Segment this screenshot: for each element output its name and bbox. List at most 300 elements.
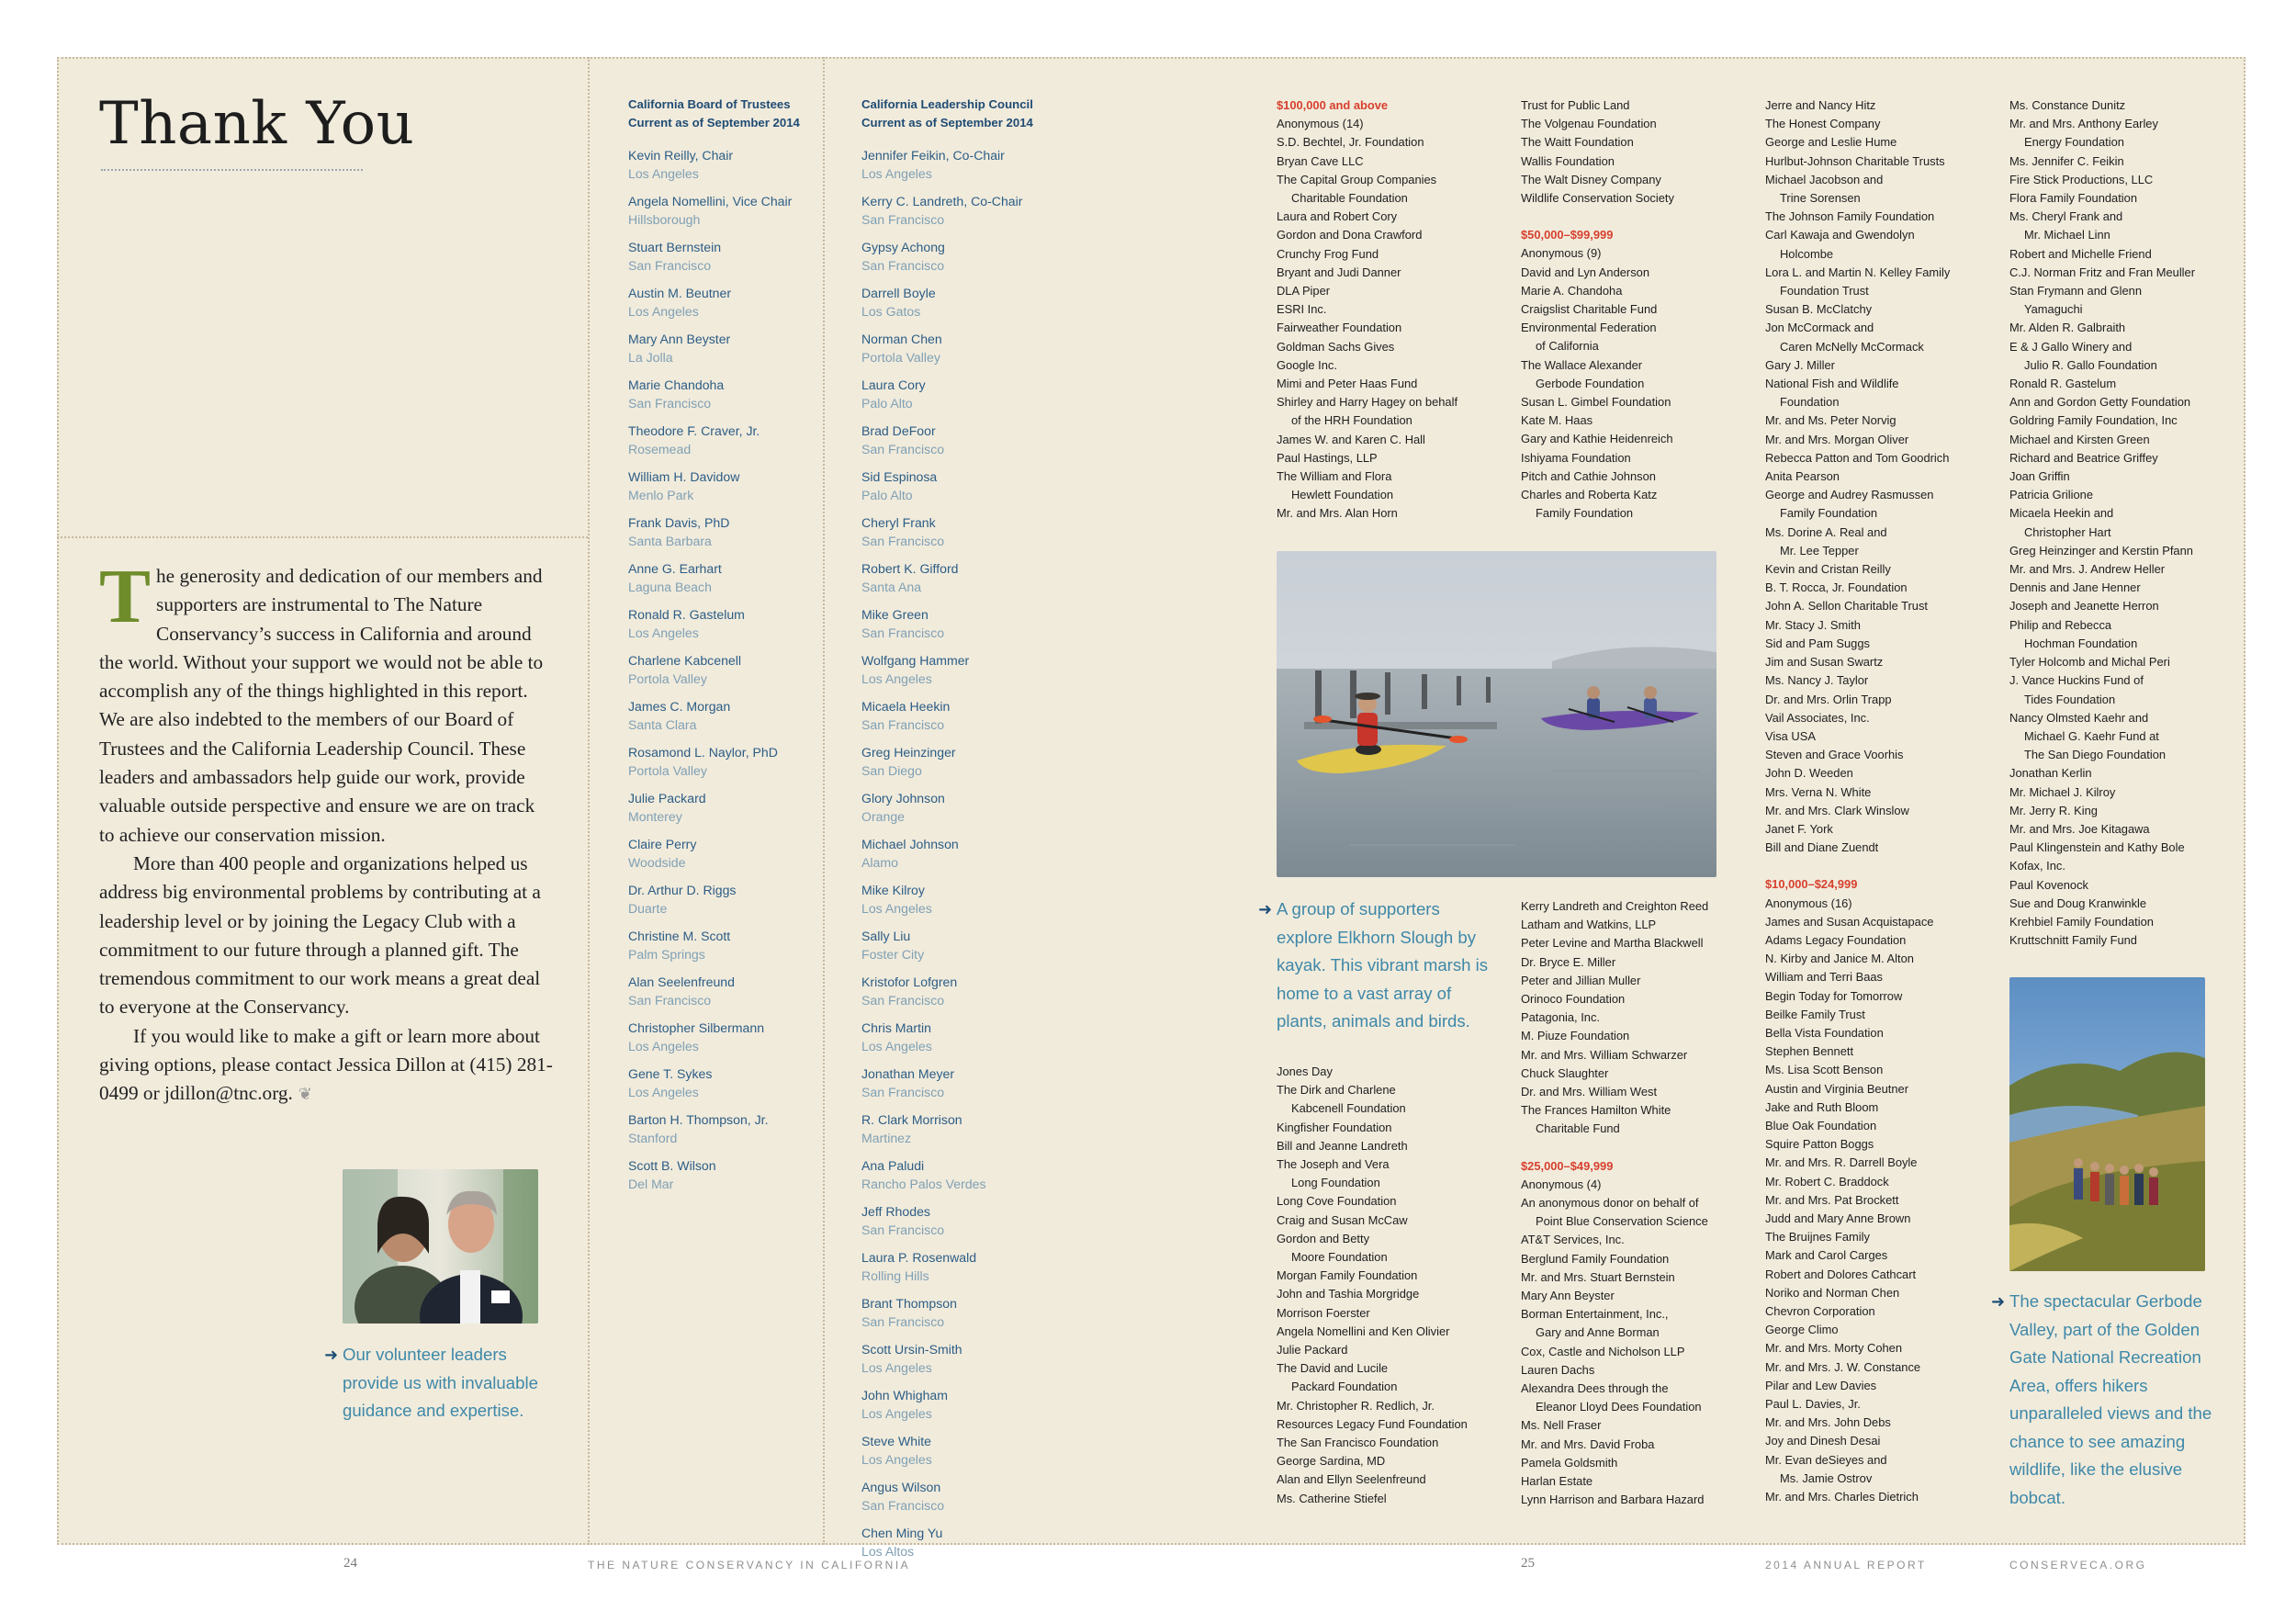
member-name: Chris Martin [861,1020,931,1035]
donor-name: E & J Gallo Winery and [2009,339,2133,354]
section-divider [57,536,588,538]
donor-name: George and Audrey Rasmussen [1765,488,1934,502]
member-name: Stuart Bernstein [628,240,722,254]
donor-name: George Climo [1765,1323,1839,1337]
donor-name: Anonymous (4) [1521,1177,1602,1191]
donor-name: Noriko and Norman Chen [1765,1285,1900,1300]
donor-name-continued: Hochman Foundation [2024,636,2138,650]
donor-name-continued: Mr. Michael Linn [2024,228,2110,242]
donor-name: Robert and Michelle Friend [2009,246,2152,261]
roster-member [628,697,812,734]
roster-member [861,1386,1064,1423]
donor-name: Ms. Cheryl Frank and [2009,209,2123,224]
donor-name: The Bruijnes Family [1765,1230,1870,1245]
roster-member [861,1524,1064,1560]
member-name: R. Clark Morrison [861,1112,962,1127]
donor-name: Sid and Pam Suggs [1765,636,1870,650]
caption-text: Our volunteer leaders provide us with invaluable guidance and expertise. [343,1345,538,1420]
donor-name: Mrs. Verna N. White [1765,784,1872,799]
roster-member [861,789,1064,826]
roster-member [628,605,812,642]
donor-name: Shirley and Harry Hagey on behalf [1277,395,1458,410]
roster-member [861,1478,1064,1515]
member-city: Los Angeles [861,1406,932,1421]
donor-name: Dr. and Mrs. Orlin Trapp [1765,692,1892,706]
donor-name: Bill and Jeanne Landreth [1277,1138,1408,1153]
donor-name: Lauren Dachs [1521,1362,1595,1377]
donor-name: Nancy Olmsted Kaehr and [2009,710,2149,725]
member-name: Jeff Rhodes [861,1204,930,1219]
spacer [1521,1139,1760,1157]
member-city: Santa Ana [861,580,922,594]
donor-name-continued: Moore Foundation [1291,1250,1388,1265]
donor-name: Alan and Ellyn Seelenfreund [1277,1472,1426,1487]
member-name: Kristofor Lofgren [861,974,958,989]
intro-paragraph-text: he generosity and dedication of our members and supporters are instrumental to The Nature Conservancy’s success in California and around the world. Without your support we would not be able to accomplish any of the things highlighted in this report. We are also indebted to the members of our Board of Trustees and the California Leadership Council. These leaders and ambassadors help guide our work, provide valuable outside perspective and ensure we are on track to achieve our conservation mission. [99,565,544,846]
donor-name: Ms. Nancy J. Taylor [1765,673,1869,688]
member-name: Mike Kilroy [861,883,925,897]
member-name: Greg Heinzinger [861,745,956,760]
board-of-trustees-list [628,96,812,1202]
intro-paragraph [99,1022,553,1110]
donor-name: Marie A. Chandoha [1521,283,1623,298]
roster-heading [861,96,1064,131]
roster-member [861,146,1064,183]
donor-name-continued: Family Foundation [1536,506,1634,521]
member-city: San Francisco [861,1222,945,1237]
caption-text: The spectacular Gerbode Valley, part of the Golden Gate National Recreation Area, offers hikers unparalleled views and the chance to see amazing wildlife, like the elusive bobcat. [2009,1291,2212,1507]
donor-column [2009,96,2244,950]
member-name: Jonathan Meyer [861,1066,955,1081]
donor-name: Mr. Alden R. Galbraith [2009,321,2126,335]
member-city: Los Angeles [861,1039,932,1053]
member-city: Palo Alto [861,396,913,411]
member-name: Gene T. Sykes [628,1066,713,1081]
donor-name: Joseph and Jeanette Herron [2009,599,2159,614]
member-name: Glory Johnson [861,791,945,806]
roster-member [861,192,1064,229]
donor-name: Bryant and Judi Danner [1277,265,1401,279]
donor-name: Mr. and Mrs. John Debs [1765,1415,1891,1430]
member-name: Claire Perry [628,837,697,851]
donor-name: Susan B. McClatchy [1765,302,1873,317]
member-name: Christopher Silbermann [628,1020,765,1035]
member-city: San Francisco [861,717,945,732]
member-city: Los Angeles [861,671,932,686]
roster-member [628,651,812,688]
donor-name: Fairweather Foundation [1277,321,1402,335]
member-city: Orange [861,809,906,824]
member-name: Anne G. Earhart [628,561,722,576]
member-city: San Francisco [861,534,945,548]
donor-name: Mr. Christopher R. Redlich, Jr. [1277,1398,1435,1413]
member-name: Marie Chandoha [628,377,725,392]
donor-name-continued: of the HRH Foundation [1291,413,1412,428]
member-name: Gypsy Achong [861,240,945,254]
member-city: Los Angeles [861,1452,932,1467]
donor-name: William and Terri Baas [1765,970,1883,985]
donor-name: Jonathan Kerlin [2009,766,2092,781]
donor-name: Visa USA [1765,728,1816,743]
roster-member [628,284,812,321]
member-city: San Francisco [628,396,712,411]
donor-name: National Fish and Wildlife [1765,377,1899,391]
donor-name-continued: Tides Foundation [2024,692,2116,706]
donor-name: Jerre and Nancy Hitz [1765,98,1876,112]
donor-name: Mr. and Mrs. Joe Kitagawa [2009,821,2150,836]
donor-name: Patagonia, Inc. [1521,1010,1600,1025]
donor-name-continued: Julio R. Gallo Foundation [2024,357,2157,372]
donor-name: Begin Today for Tomorrow [1765,988,1903,1003]
donor-name: Mr. Stacy J. Smith [1765,617,1861,632]
member-city: Alamo [861,855,898,870]
member-name: Micaela Heekin [861,699,951,714]
donor-name: Ishiyama Foundation [1521,450,1631,465]
member-city: Duarte [628,901,668,916]
donor-name: Mr. and Mrs. Stuart Bernstein [1521,1269,1675,1284]
roster-member [628,468,812,504]
donor-name: Stan Frymann and Glenn [2009,284,2143,299]
donor-name: Mr. and Ms. Peter Norvig [1765,413,1896,428]
giving-level-heading: $100,000 and above [1277,98,1389,112]
donor-name: ESRI Inc. [1277,302,1327,317]
footer-publication: THE NATURE CONSERVANCY IN CALIFORNIA [588,1559,911,1572]
donor-name: George Sardina, MD [1277,1454,1386,1469]
roster-member [628,1065,812,1101]
member-city: Los Angeles [628,166,699,181]
member-city: San Francisco [861,1085,945,1099]
donor-name: Greg Heinzinger and Kerstin Pfann [2009,543,2193,558]
member-city: Rancho Palos Verdes [861,1177,986,1191]
donor-name: The Johnson Family Foundation [1765,209,1935,224]
donor-name: Mr. and Mrs. Alan Horn [1277,506,1398,521]
donor-name-continued: Kabcenell Foundation [1291,1101,1406,1116]
donor-name: Peter Levine and Martha Blackwell [1521,936,1704,951]
member-city: Portola Valley [628,763,707,778]
roster-member [861,468,1064,504]
member-name: Wolfgang Hammer [861,653,970,668]
donor-name: Kingfisher Foundation [1277,1120,1392,1134]
donor-name: Mr. and Mrs. J. Andrew Heller [2009,562,2166,577]
donor-name: The Walt Disney Company [1521,172,1661,186]
roster-member [628,927,812,963]
donor-name: DLA Piper [1277,284,1331,299]
donor-name: Mr. and Mrs. R. Darrell Boyle [1765,1155,1918,1170]
member-city: Menlo Park [628,488,694,502]
donor-name: Paul Kovenock [2009,877,2088,892]
member-city: La Jolla [628,350,673,365]
donor-name-continued: Charitable Foundation [1291,191,1408,206]
donor-name: Joy and Dinesh Desai [1765,1434,1881,1448]
donor-name: AT&T Services, Inc. [1521,1233,1625,1247]
donor-name: Janet F. York [1765,821,1833,836]
donor-name: Jones Day [1277,1065,1333,1078]
donor-name: Anita Pearson [1765,469,1840,484]
donor-name: Chuck Slaughter [1521,1065,1609,1080]
donor-name: Squire Patton Boggs [1765,1137,1874,1152]
member-city: San Francisco [861,258,945,273]
roster-member [628,146,812,183]
roster-member [861,1340,1064,1377]
title-underline [101,169,363,171]
donor-name: John D. Weeden [1765,766,1853,781]
donor-name-continued: Holcombe [1780,246,1834,261]
donor-name: Laura and Robert Cory [1277,209,1398,224]
donor-name: Ann and Gordon Getty Foundation [2009,395,2191,410]
donor-name: Crunchy Frog Fund [1277,246,1379,261]
donor-name-continued: Hewlett Foundation [1291,488,1394,502]
roster-member [861,422,1064,458]
donor-name: Mr. and Mrs. Pat Brockett [1765,1192,1899,1207]
donor-name: The Wallace Alexander [1521,357,1643,372]
donor-name: Gary and Kathie Heidenreich [1521,432,1673,446]
leadership-council-list [861,96,1064,1570]
donor-name: Craigslist Charitable Fund [1521,302,1658,317]
member-name: Angus Wilson [861,1480,941,1494]
donor-name: John A. Sellon Charitable Trust [1765,599,1928,614]
member-name: Darrell Boyle [861,286,936,300]
donor-name-continued: Packard Foundation [1291,1380,1398,1394]
member-name: William H. Davidow [628,469,740,484]
donor-name: The San Francisco Foundation [1277,1436,1439,1450]
member-name: Christine M. Scott [628,929,731,943]
donor-name: Mr. and Mrs. Clark Winslow [1765,803,1909,817]
member-name: Austin M. Beutner [628,286,732,300]
donor-name-continued: The San Diego Foundation [2024,748,2167,762]
donor-name-continued: Family Foundation [1780,506,1878,521]
donor-name: Mr. and Mrs. Charles Dietrich [1765,1490,1919,1504]
donor-name: Mr. and Mrs. Anthony Earley [2009,117,2158,131]
donor-name: Jim and Susan Swartz [1765,655,1884,670]
roster-member [628,238,812,275]
member-name: Cheryl Frank [861,515,936,530]
donor-name: Beilke Family Trust [1765,1007,1865,1021]
roster-member [861,835,1064,872]
donor-name-continued: Trine Sorensen [1780,191,1861,206]
donor-name: Ms. Nell Fraser [1521,1418,1602,1433]
donor-name: B. T. Rocca, Jr. Foundation [1765,580,1908,595]
donor-name: C.J. Norman Fritz and Fran Meuller [2009,265,2196,279]
donor-name: An anonymous donor on behalf of [1521,1196,1699,1211]
roster-member [861,743,1064,780]
member-city: Laguna Beach [628,580,712,594]
roster-member [861,559,1064,596]
footer-url: CONSERVECA.ORG [2009,1559,2147,1572]
member-name: Robert K. Gifford [861,561,959,576]
roster-member [628,330,812,366]
member-city: Foster City [861,947,925,962]
member-city: Rolling Hills [861,1268,929,1283]
roster-member [861,651,1064,688]
donor-name: Charles and Roberta Katz [1521,488,1658,502]
donor-name: Goldman Sachs Gives [1277,339,1395,354]
member-name: Steve White [861,1434,931,1448]
roster-member [861,973,1064,1009]
caption-text: A group of supporters explore Elkhorn Slough by kayak. This vibrant marsh is home to a vast array of plants, animals and birds. [1277,899,1489,1031]
roster-member [628,513,812,550]
member-city: Santa Clara [628,717,697,732]
roster-member [861,697,1064,734]
donor-name: Anonymous (9) [1521,246,1602,261]
donor-name: James and Susan Acquistapace [1765,914,1934,929]
member-name: Dr. Arthur D. Riggs [628,883,737,897]
donor-name-continued: Gerbode Foundation [1536,376,1645,390]
member-name: Laura P. Rosenwald [861,1250,977,1265]
donor-name: Carl Kawaja and Gwendolyn [1765,228,1915,242]
donor-name: Mr. Jerry R. King [2009,803,2098,817]
donor-name: Gordon and Betty [1277,1231,1370,1245]
roster-member [861,513,1064,550]
donor-name-continued: Mr. Lee Tepper [1780,543,1859,558]
donor-name: Dennis and Jane Henner [2009,580,2141,595]
kayak-photo [1277,551,1716,877]
page-number-right: 25 [1521,1556,1535,1571]
giving-level-heading: $50,000–$99,999 [1521,228,1614,242]
member-city: Woodside [628,855,686,870]
donor-name-continued: Long Foundation [1291,1176,1380,1190]
intro-text [99,554,553,1110]
member-city: San Francisco [628,258,712,273]
donor-name: Chevron Corporation [1765,1304,1875,1318]
donor-name: Lynn Harrison and Barbara Hazard [1521,1493,1705,1507]
donor-name: The Frances Hamilton White [1521,1103,1671,1118]
donor-name: David and Lyn Anderson [1521,265,1649,279]
donor-name: Kate M. Haas [1521,413,1593,428]
donor-name: Blue Oak Foundation [1765,1118,1877,1132]
donor-name: Micaela Heekin and [2009,506,2114,521]
arrow-right-icon: ➜ [1991,1292,2006,1311]
member-city: San Francisco [861,1498,945,1513]
donor-name: Judd and Mary Anne Brown [1765,1211,1911,1225]
spacer [1521,208,1755,226]
page-number-left: 24 [343,1556,357,1571]
donor-name: John and Tashia Morgridge [1277,1287,1420,1301]
member-name: Alan Seelenfreund [628,974,735,989]
donor-name: J. Vance Huckins Fund of [2009,673,2144,688]
donor-name: Berglund Family Foundation [1521,1251,1670,1266]
donor-name: Dr. Bryce E. Miller [1521,954,1616,969]
donor-name: Mr. Michael J. Kilroy [2009,784,2116,799]
donor-name: Patricia Grilione [2009,488,2093,502]
roster-heading-line: California Leadership Council [861,97,1033,111]
column-divider [823,57,825,1545]
donor-name-continued: Caren McNelly McCormack [1780,339,1924,354]
roster-member [628,192,812,229]
roster-member [628,1110,812,1147]
donor-name: Dr. and Mrs. William West [1521,1085,1658,1099]
roster-member [861,927,1064,963]
donor-name: Cox, Castle and Nicholson LLP [1521,1344,1685,1358]
donor-name-continued: Michael G. Kaehr Fund at [2024,728,2159,743]
member-name: Michael Johnson [861,837,959,851]
member-name: Barton H. Thompson, Jr. [628,1112,769,1127]
member-city: Portola Valley [861,350,940,365]
donor-name: The Capital Group Companies [1277,172,1437,186]
donor-name: Gary J. Miller [1765,357,1835,372]
member-name: Sally Liu [861,929,911,943]
roster-heading-line: Current as of September 2014 [861,115,1033,130]
roster-member [628,743,812,780]
member-city: Santa Barbara [628,534,712,548]
donor-name: Stephen Bennett [1765,1044,1854,1059]
donor-name-continued: Yamaguchi [2024,302,2083,317]
donor-name: Ms. Lisa Scott Benson [1765,1063,1884,1077]
donor-name: The William and Flora [1277,469,1392,484]
member-city: San Francisco [861,993,945,1008]
donor-name: Paul Hastings, LLP [1277,450,1378,465]
donor-name: Long Cove Foundation [1277,1194,1397,1209]
donor-name: Bella Vista Foundation [1765,1025,1884,1040]
hikers-photo [2009,977,2205,1271]
roster-member [861,1248,1064,1285]
spacer [1765,857,2004,875]
roster-member [628,422,812,458]
donor-name: Hurlbut-Johnson Charitable Trusts [1765,153,1945,168]
roster-member [861,1294,1064,1331]
donor-name: Tyler Holcomb and Michal Peri [2009,655,2170,670]
donor-name: Angela Nomellini and Ken Olivier [1277,1324,1450,1338]
hikers-caption [1991,1288,2216,1512]
member-city: San Francisco [861,1314,945,1329]
roster-member [861,1019,1064,1055]
member-name: Chen Ming Yu [861,1526,943,1540]
column-divider [588,57,590,1545]
member-name: James C. Morgan [628,699,731,714]
donor-name: Richard and Beatrice Griffey [2009,450,2158,465]
donor-name: Mimi and Peter Haas Fund [1277,377,1418,391]
donor-column [1277,1063,1511,1508]
intro-paragraph [99,554,553,850]
donor-name: Ms. Jennifer C. Feikin [2009,153,2124,168]
donor-name-continued: Charitable Fund [1536,1121,1620,1136]
donor-name: Sue and Doug Kranwinkle [2009,896,2147,910]
member-city: Hillsborough [628,212,701,227]
donor-name: Wallis Foundation [1521,153,1615,168]
member-city: San Diego [861,763,922,778]
member-name: Brant Thompson [861,1296,957,1311]
roster-member [861,1202,1064,1239]
donor-name: Trust for Public Land [1521,98,1630,112]
donor-name: Mr. and Mrs. William Schwarzer [1521,1047,1688,1062]
footer-report: 2014 ANNUAL REPORT [1765,1559,1927,1572]
donor-name: Anonymous (14) [1277,117,1364,131]
member-name: Ana Paludi [861,1158,925,1173]
donor-name: Krehbiel Family Foundation [2009,914,2154,929]
arrow-right-icon: ➜ [324,1346,339,1364]
member-name: Ronald R. Gastelum [628,607,745,622]
donor-name-continued: Eleanor Lloyd Dees Foundation [1536,1400,1702,1414]
member-name: Theodore F. Craver, Jr. [628,423,760,438]
member-city: Monterey [628,809,682,824]
member-name: Sid Espinosa [861,469,938,484]
donor-name: The David and Lucile [1277,1361,1389,1376]
member-city: Los Angeles [861,1360,932,1375]
donor-name: Wildlife Conservation Society [1521,191,1674,206]
roster-member [628,835,812,872]
member-name: Scott B. Wilson [628,1158,716,1173]
donor-column [1765,96,2004,1506]
donor-name: Orinoco Foundation [1521,992,1626,1007]
donor-name: Ms. Constance Dunitz [2009,98,2126,112]
donor-name: Philip and Rebecca [2009,617,2112,632]
drop-cap: T [99,554,152,639]
member-name: Jennifer Feikin, Co-Chair [861,148,1005,163]
donor-name: Austin and Virginia Beutner [1765,1081,1908,1096]
leaf-ornament-icon: ❦ [298,1085,312,1104]
donor-column [1277,96,1511,524]
donor-name: Michael and Kirsten Green [2009,432,2150,446]
donor-name: Ronald R. Gastelum [2009,377,2117,391]
